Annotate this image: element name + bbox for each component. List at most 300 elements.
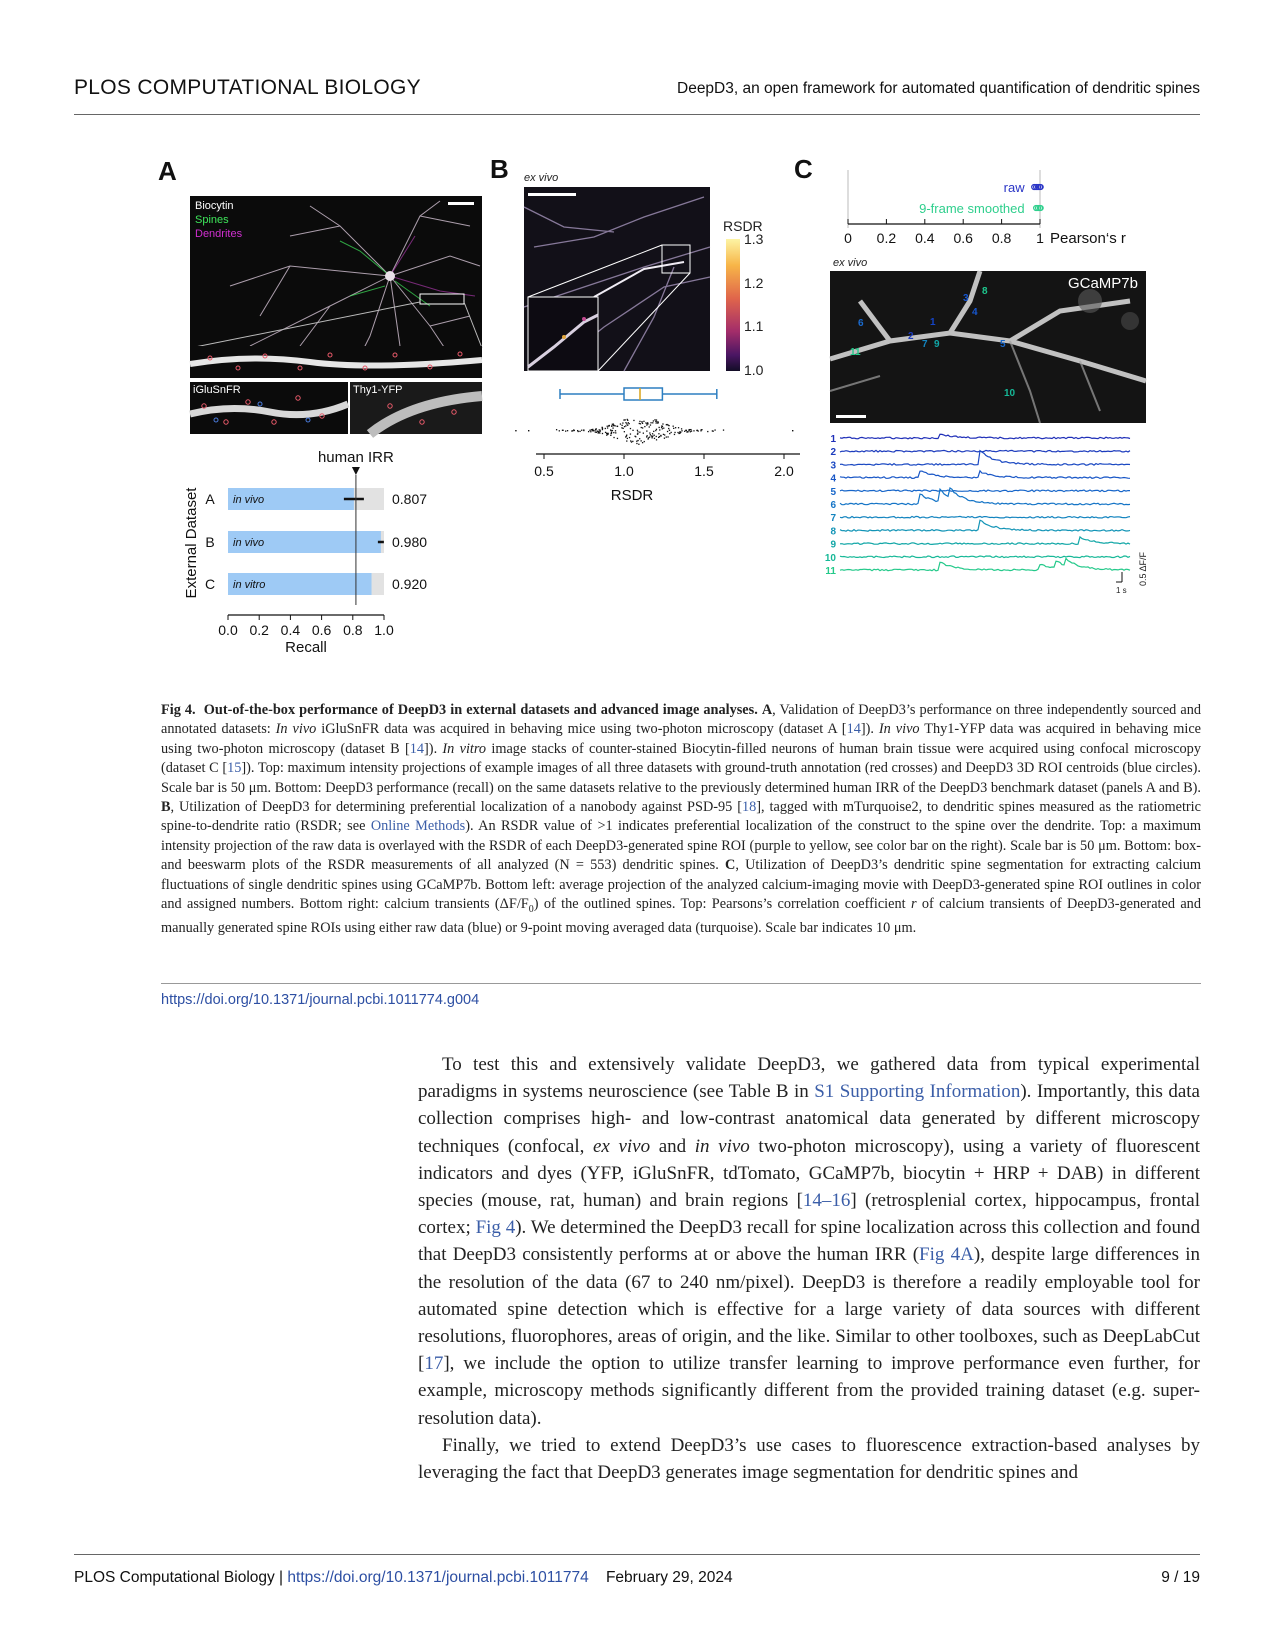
stain-label-biocytin: Biocytin [195,200,234,212]
beeswarm-point [792,430,793,431]
beeswarm-point [650,434,651,435]
panel-b-condition: ex vivo [524,172,559,184]
caption-text: iGluSnFR data was acquired in behaving mice using two-photon microscopy (dataset A [ [316,721,847,738]
beeswarm-point [656,419,657,420]
x-tick-label: 0.8 [991,230,1012,246]
beeswarm-point [651,435,652,436]
x-tick-label: 0.5 [534,463,554,479]
beeswarm-point [632,441,633,442]
body-text-run: two-photon microscopy), using a variety of fluorescent indicators and dyes (YFP, iGluSnFR, tdTomato, GCaMP7b, biocytin + HRP + DAB) in different species (mouse, rat, human) and brain regions [ [418,1135,1201,1212]
beeswarm-point [626,434,627,435]
beeswarm-point [633,420,634,421]
body-text-run: ], we include the option to utilize transfer learning to improve performance even further, for example, microscopy methods significantly different from the provided training dataset (e.g. super-resolution data). [418,1353,1200,1429]
beeswarm-point [690,431,691,432]
beeswarm-point [625,419,626,420]
roi-number: 6 [858,318,864,329]
beeswarm-point [673,428,674,429]
caption-text: ], tagged with mTurquoise2, to dendritic spines measured as the ratiometric spine-to-dendrite ratio (RSDR; see [161,799,1201,835]
panel-b-rsdr-image [524,187,710,371]
beeswarm-point [661,425,662,426]
caption-text: C [725,857,736,874]
category-label: A [205,491,215,507]
trace-label: 8 [830,526,836,538]
beeswarm-point [621,427,622,428]
category-label: B [205,534,215,550]
x-tick-label: 2.0 [774,463,794,479]
beeswarm-point [639,421,640,422]
x-tick-label: 0.4 [280,622,301,638]
ref-link[interactable]: 14 [409,740,425,757]
beeswarm-point [636,441,637,442]
beeswarm-point [616,426,617,427]
beeswarm-point [613,432,614,433]
beeswarm-point [664,434,665,435]
roi-number: 10 [1004,388,1016,399]
beeswarm-point [655,421,656,422]
panel-b-rsdr-chart [500,378,810,518]
beeswarm-point [661,427,662,428]
beeswarm-point [667,431,668,432]
body-text-run: ), despite large differences in the resolution of the data (67 to 240 nm/pixel). DeepD3 is therefore a readily employable tool for automated spine detection which is effective for a large variety of data sources with different resolutions, fluorophores, areas of origin, and the like. Similar to other toolboxes, such as DeepLabCut [ [418,1244,1200,1375]
beeswarm-point [622,428,623,429]
page-number: 9 / 19 [1161,1569,1200,1586]
beeswarm-point [565,430,566,431]
beeswarm-point [679,433,680,434]
footer-citation [74,1569,733,1587]
page-header [74,72,1200,115]
beeswarm-point [590,431,591,432]
beeswarm-point [669,430,670,431]
beeswarm-point [593,430,594,431]
legend-label: 9-frame smoothed [919,201,1025,216]
panel-b-letter: B [490,154,509,184]
beeswarm-point [640,440,641,441]
beeswarm-point [700,430,701,431]
x-tick-label: 1.0 [374,622,394,638]
inset-label-thy1: Thy1-YFP [353,384,403,396]
beeswarm-point [628,422,629,423]
beeswarm-point [631,441,632,442]
beeswarm-point [591,429,592,430]
footer-journal: PLOS Computational Biology | [74,1569,288,1586]
beeswarm-point [714,429,715,430]
x-tick-label: 0 [844,230,852,246]
beeswarm-point [691,430,692,431]
figure-4 [150,150,1200,690]
beeswarm-point [615,432,616,433]
gcamp-indicator-label: GCaMP7b [1067,275,1138,292]
beeswarm-point [607,427,608,428]
roi-number: 1 [930,317,936,328]
beeswarm-point [642,423,643,424]
footer-doi-link[interactable]: https://doi.org/10.1371/journal.pcbi.1011774 [287,1569,589,1586]
calcium-trace [840,556,1130,558]
caption-text: , Validation of DeepD3’s performance on three independently sourced and annotated datasets: [161,702,1202,738]
caption-text: r [910,896,917,913]
beeswarm-point [656,429,657,430]
beeswarm-point [528,430,529,431]
beeswarm-point [602,429,603,430]
trace-label: 3 [830,460,836,472]
beeswarm-point [650,422,651,423]
x-tick-label: 0.0 [218,622,238,638]
caption-text: A [761,702,773,718]
body-text-run: ). Importantly, this data collection comprises high- and low-contrast anatomical data generated by different microscopy techniques (confocal, [418,1081,1200,1157]
beeswarm-point [659,427,660,428]
beeswarm-point [674,432,675,433]
s1-supporting-link[interactable]: S1 Supporting Information [814,1081,1021,1103]
beeswarm-point [613,423,614,424]
x-tick-label: 0.2 [876,230,897,246]
beeswarm-point [653,431,654,432]
figure-doi-link[interactable]: https://doi.org/10.1371/journal.pcbi.1011774.g004 [161,992,480,1008]
beeswarm-point [562,430,563,431]
beeswarm-point [515,430,516,431]
caption-text: ]). Top: maximum intensity projections of example images of all three datasets with ground-truth annotation (red crosses) and DeepD3 3D ROI centroids (blue circles). Scale bar is 50 μm. Bottom: DeepD3 performance (recall) on the same datasets relative to the previously determined human IRR of the DeepD3 benchmark dataset (panels A and B). [161,760,1202,796]
beeswarm-point [654,435,655,436]
panel-c-pearson-chart [830,170,1170,250]
roi-number: 11 [850,347,861,358]
category-label: C [204,576,216,592]
calcium-trace [840,520,1130,531]
beeswarm-point [643,433,644,434]
x-axis-label: RSDR [610,487,654,504]
beeswarm-point [579,431,580,432]
beeswarm-point [662,428,663,429]
beeswarm-point [701,429,702,430]
beeswarm-point [610,429,611,430]
ref-link[interactable]: 14–16 [802,1190,851,1212]
beeswarm-point [612,430,613,431]
panel-a-iglusnfr-image [190,382,348,434]
body-text-run: and [650,1135,695,1157]
y-axis-label: External Dataset [183,487,200,599]
box-iqr [624,388,662,400]
colorbar-tick: 1.3 [744,231,764,247]
x-tick-label: 0.4 [915,230,935,246]
x-tick-label: 0.6 [953,230,973,246]
beeswarm-point [647,422,648,423]
fig4a-link[interactable]: Fig 4A [919,1244,974,1266]
beeswarm-point [630,433,631,434]
beeswarm-point [620,423,621,424]
stain-label-spines: Spines [195,214,229,226]
page-footer [74,1554,1200,1595]
calcium-trace [840,450,1130,452]
beeswarm-point [642,442,643,443]
beeswarm-point [626,440,627,441]
beeswarm-point [662,423,663,424]
beeswarm-point [606,435,607,436]
chart-title: human IRR [317,449,394,466]
calcium-trace [840,558,1130,570]
caption-text: of calcium transients of DeepD3-generated and manually generated spine ROIs using either raw data (blue) or 9-point moving averaged data (turquoise). Scale bar indicates 10 μm. [161,896,1201,937]
caption-text: 0 [528,903,534,915]
roi-number: 2 [908,331,914,342]
beeswarm [515,419,793,445]
beeswarm-point [681,428,682,429]
beeswarm-point [646,435,647,436]
body-text-run: To test this and extensively validate DeepD3, we gathered data from typical experimental paradigms in systems neuroscience (see Table B in [418,1054,1200,1103]
roi-number: 8 [982,286,988,297]
beeswarm-point [625,425,626,426]
ref-link[interactable]: 17 [424,1353,444,1375]
calcium-trace [840,516,1130,518]
beeswarm-point [643,421,644,422]
beeswarm-point [677,432,678,433]
colorbar-tick: 1.1 [744,318,764,334]
beeswarm-point [689,429,690,430]
beeswarm-point [673,426,674,427]
panel-c-letter: C [794,154,813,184]
beeswarm-point [678,427,679,428]
colorbar-title: RSDR [723,218,763,234]
beeswarm-point [630,428,631,429]
beeswarm-point [659,429,660,430]
panel-a-recall-chart [180,445,490,655]
running-title: DeepD3, an open framework for automated quantification of dendritic spines [677,80,1200,97]
panel-a-thy1-image [350,382,482,434]
inset-label-iglusnfr: iGluSnFR [193,384,241,396]
beeswarm-point [644,441,645,442]
beeswarm-point [635,436,636,437]
trace-label: 5 [830,486,836,498]
fig4-link[interactable]: Fig 4 [475,1217,516,1239]
beeswarm-point [693,430,694,431]
beeswarm-point [668,428,669,429]
calcium-trace [840,471,1130,479]
beeswarm-point [639,438,640,439]
trace-label: 7 [830,513,836,525]
beeswarm-point [625,422,626,423]
beeswarm-point [649,426,650,427]
caption-text: ) of the outlined spines. Top: Pearsons’s correlation coefficient [533,896,911,913]
caption-divider [161,983,1201,984]
x-tick-label: 1 [1036,230,1044,246]
beeswarm-point [614,425,615,426]
beeswarm-point [637,430,638,431]
beeswarm-point [653,420,654,421]
beeswarm-point [656,439,657,440]
figure-caption [161,701,1201,939]
beeswarm-point [664,438,665,439]
footer-date: February 29, 2024 [605,1569,733,1586]
roi-number: 9 [934,339,940,350]
beeswarm-point [602,433,603,434]
beeswarm-point [559,430,560,431]
value-label: 0.807 [392,491,428,507]
beeswarm-point [654,438,655,439]
beeswarm-point [644,426,645,427]
caption-text: ]). [424,740,443,757]
panel-c-calcium-traces [826,430,1146,590]
scale-df-label: 0.5 ΔF/F [1138,552,1148,587]
trace-label: 1 [830,434,836,445]
x-tick-label: 1.0 [614,463,634,479]
caption-text: image stacks of counter-stained Biocytin-filled neurons of human brain tissue were acquired using confocal microscopy (dataset C [ [161,740,1201,777]
caption-text: In vivo [275,721,317,738]
roi-number: 5 [1000,339,1006,350]
beeswarm-point [578,431,579,432]
beeswarm-point [607,426,608,427]
scale-time-label: 1 s [1116,586,1127,595]
beeswarm-point [573,429,574,430]
beeswarm-point [624,426,625,427]
beeswarm-point [641,427,642,428]
panel-c-gcamp-image [830,271,1146,423]
beeswarm-point [599,430,600,431]
beeswarm-point [626,423,627,424]
beeswarm-point [723,429,724,430]
beeswarm-point [627,438,628,439]
x-tick-label: 0.6 [311,622,332,638]
beeswarm-point [713,431,714,432]
ref-link[interactable]: 18 [742,799,757,816]
bar-condition-label: in vivo [233,494,265,506]
roi-number: 3 [963,293,969,304]
ref-link[interactable]: 15 [227,760,242,777]
caption-text: , Utilization of DeepD3 for determining preferential localization of a nanobody against PSD-95 [ [170,799,742,816]
beeswarm-point [656,422,657,423]
beeswarm-point [610,435,611,436]
beeswarm-point [622,422,623,423]
x-axis-label: Recall [285,639,327,656]
trace-label: 10 [824,552,836,564]
caption-text: ]). [860,721,879,738]
journal-name: PLOS COMPUTATIONAL BIOLOGY [74,76,421,99]
beeswarm-point [658,421,659,422]
beeswarm-point [685,430,686,431]
caption-text: B [161,799,171,816]
beeswarm-point [556,429,557,430]
beeswarm-point [611,425,612,426]
beeswarm-point [657,423,658,424]
beeswarm-point [571,430,572,431]
caption-text: Thy1-YFP data was acquired in behaving mice using two-photon microscopy (dataset B [ [161,721,1202,757]
beeswarm-point [666,436,667,437]
body-text-run: ] (retrosplenial cortex, hippocampus, frontal cortex; [418,1190,1200,1239]
trace-label: 4 [830,473,836,485]
beeswarm-point [623,419,624,420]
beeswarm-point [660,435,661,436]
panel-c-condition: ex vivo [833,257,868,269]
beeswarm-point [601,427,602,428]
beeswarm-point [611,433,612,434]
beeswarm-point [659,436,660,437]
beeswarm-point [666,424,667,425]
legend-label: raw [1003,180,1025,195]
beeswarm-point [612,427,613,428]
colorbar-tick: 1.0 [744,362,764,378]
beeswarm-point [624,431,625,432]
body-text [418,1051,1200,1486]
rsdr-colorbar [726,239,740,371]
x-tick-label: 0.8 [343,622,363,638]
beeswarm-point [652,422,653,423]
beeswarm-point [656,436,657,437]
body-text-run: ex vivo [592,1135,651,1157]
online-methods-link[interactable]: Online Methods [370,818,466,835]
beeswarm-point [637,440,638,441]
gcamp-image-svg [830,271,1146,423]
trace-label: 9 [830,539,836,551]
beeswarm-point [639,432,640,433]
beeswarm-point [671,432,672,433]
beeswarm-point [596,428,597,429]
beeswarm-point [646,430,647,431]
beeswarm-point [599,432,600,433]
calcium-trace [840,537,1130,545]
caption-text: ). An RSDR value of >1 indicates preferential localization of the construct to the spine over the dendrite. Top: a maximum intensity projection of the raw data is overlayed with the RSDR of each DeepD3-generated spine ROI (purple to yellow, see color bar on the right). Scale bar is 50 μm. Bottom: box- and beeswarm plots of the RSDR measurements of all analyzed (N = 553) dendritic spines. [161,818,1202,874]
caption-text: In vitro [442,740,487,757]
beeswarm-point [663,434,664,435]
beeswarm-point [641,421,642,422]
beeswarm-point [627,419,628,420]
beeswarm-point [654,419,655,420]
beeswarm-point [638,444,639,445]
value-label: 0.920 [392,576,428,592]
beeswarm-point [632,430,633,431]
beeswarm-point [583,429,584,430]
beeswarm-point [615,430,616,431]
beeswarm-point [617,438,618,439]
paragraph: Finally, we tried to extend DeepD3’s use cases to fluorescence extraction-based analyses by leveraging the fact that DeepD3 generates image segmentation for dendritic spines and [418,1434,1200,1484]
calcium-trace [840,451,1130,466]
panel-a-letter: A [158,156,177,186]
caption-text: In vivo [878,721,920,738]
beeswarm-point [567,430,568,431]
ref-link[interactable]: 14 [846,721,861,738]
beeswarm-point [667,436,668,437]
beeswarm-point [609,425,610,426]
caption-fig-label: Fig 4. [161,702,196,718]
beeswarm-point [675,427,676,428]
beeswarm-point [613,425,614,426]
beeswarm-point [646,436,647,437]
x-tick-label: 1.5 [694,463,714,479]
caption-text: , Utilization of DeepD3’s dendritic spine segmentation for extracting calcium fluctuations of single dendritic spines using GCaMP7b. Bottom left: average projection of the analyzed calcium-imaging movie with DeepD3-generated spine ROI outlines in color and assigned numbers. Bottom right: calcium transients (ΔF/F [161,857,1201,913]
beeswarm-point [595,431,596,432]
trace-label: 6 [830,500,836,511]
irr-marker [352,467,360,475]
beeswarm-point [655,430,656,431]
roi-number: 7 [922,339,928,350]
beeswarm-point [639,423,640,424]
beeswarm-point [649,432,650,433]
calcium-trace [840,434,1130,439]
beeswarm-point [606,433,607,434]
beeswarm-point [663,428,664,429]
zoom-strip-svg [190,346,482,378]
bar-condition-label: in vitro [233,579,266,591]
beeswarm-point [627,425,628,426]
body-text-run: ). We determined the DeepD3 recall for spine localization across this collection and found that DeepD3 consistently performs at or above the human IRR ( [418,1217,1200,1266]
x-axis-label: Pearson‘s r [1050,230,1126,247]
beeswarm-point [621,425,622,426]
beeswarm-point [613,437,614,438]
beeswarm-point [648,437,649,438]
beeswarm-point [697,430,698,431]
beeswarm-point [605,428,606,429]
bar-condition-label: in vivo [233,537,265,549]
beeswarm-point [687,431,688,432]
stain-label-dendrites: Dendrites [195,228,243,240]
beeswarm-point [637,433,638,434]
x-tick-label: 0.2 [249,622,269,638]
colorbar-tick: 1.2 [744,275,764,291]
beeswarm-point [646,424,647,425]
beeswarm-point [690,429,691,430]
